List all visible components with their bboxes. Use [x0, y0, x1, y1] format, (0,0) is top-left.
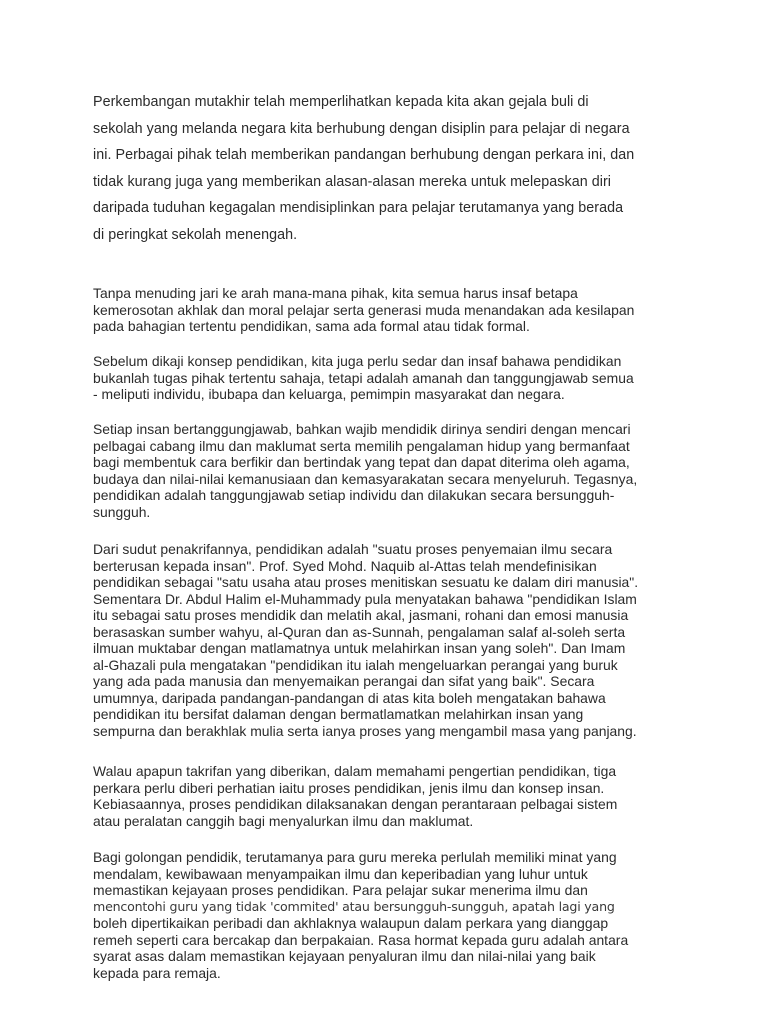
text-line: Kebiasaannya, proses pendidikan dilaksanakan dengan perantaraan pelbagai sistem	[93, 796, 618, 812]
text-line: pada bahagian tertentu pendidikan, sama ada formal atau tidak formal.	[93, 318, 530, 334]
intro-line: tidak kurang juga yang memberikan alasan-alasan mereka untuk melepaskan diri	[93, 173, 611, 190]
text-line: Sebelum dikaji konsep pendidikan, kita juga perlu sedar dan insaf bahawa pendidikan	[93, 353, 622, 369]
text-line: - meliputi individu, ibubapa dan keluarga, pemimpin masyarakat dan negara.	[93, 386, 565, 402]
paragraph-4	[93, 541, 693, 739]
text-line: al-Ghazali pula mengatakan "pendidikan itu ialah mengeluarkan perangai yang buruk	[93, 656, 618, 673]
text-line: Walau apapun takrifan yang diberikan, dalam memahami pengertian pendidikan, tiga	[93, 763, 617, 779]
text-line: syarat asas dalam memastikan kejayaan penyaluran ilmu dan nilai-nilai yang baik	[93, 948, 596, 964]
intro-line: daripada tuduhan kegagalan mendisiplinkan para pelajar terutamanya yang berada	[93, 200, 624, 216]
text-line: Sementara Dr. Abdul Halim el-Muhammady pula menyatakan bahawa "pendidikan Islam	[93, 590, 637, 607]
text-line: perkara perlu diberi perhatian iaitu proses pendidikan, jenis ilmu dan konsep insan.	[93, 779, 605, 796]
intro-line: ini. Perbagai pihak telah memberikan pandangan berhubung dengan perkara ini, dan	[93, 147, 635, 163]
paragraph-1	[93, 285, 693, 335]
paragraph-2	[93, 353, 693, 403]
intro-line: di peringkat sekolah menengah.	[93, 226, 298, 243]
intro-line: sekolah yang melanda negara kita berhubung dengan disiplin para pelajar di negara	[93, 120, 630, 137]
text-line: sungguh.	[93, 503, 151, 520]
intro-paragraph	[93, 89, 693, 248]
text-line: bagi membentuk cara berfikir dan bertindak yang tepat dan dapat diterima oleh agama,	[93, 454, 630, 470]
text-line: pendidikan sebagai "satu usaha atau proses menitiskan sesuatu ke dalam diri manusia".	[93, 574, 639, 590]
text-line: Bagi golongan pendidik, terutamanya para guru mereka perlulah memiliki minat yang	[93, 849, 617, 865]
text-line: yang ada pada manusia dan menyemaikan perangai dan sifat yang baik". Secara	[93, 673, 595, 689]
text-line: kemerosotan akhlak dan moral pelajar serta generasi muda menandakan ada kesilapan	[93, 301, 635, 318]
text-line: umumnya, daripada pandangan-pandangan di atas kita boleh mengatakan bahawa	[93, 689, 606, 706]
text-line: Setiap insan bertanggungjawab, bahkan wajib mendidik dirinya sendiri dengan mencari	[93, 421, 631, 437]
text-line: pendidikan adalah tanggungjawab setiap individu dan dilakukan secara bersungguh-	[93, 487, 615, 503]
text-line: bukanlah tugas pihak tertentu sahaja, tetapi adalah amanah dan tanggungjawab semua	[93, 369, 634, 386]
text-line: Dari sudut penakrifannya, pendidikan adalah "suatu proses penyemaian ilmu secara	[93, 541, 613, 557]
text-line: mendalam, kewibawaan menyampaikan ilmu dan keperibadian yang luhur untuk	[93, 865, 588, 882]
text-line: kepada para remaja.	[93, 964, 221, 981]
text-line: remeh seperti cara bercakap dan berpakaian. Rasa hormat kepada guru adalah antara	[93, 931, 629, 948]
text-line: pelbagai cabang ilmu dan maklumat serta memilih pengalaman hidup yang bermanfaat	[93, 437, 630, 454]
text-line: berterusan kepada insan". Prof. Syed Mohd. Naquib al-Attas telah mendefinisikan	[93, 557, 597, 574]
text-line: itu sebagai satu proses mendidik dan melatih akal, jasmani, rohani dan emosi manusia	[93, 607, 629, 623]
text-line: berasaskan sumber wahyu, al-Quran dan as-Sunnah, pengalaman salaf al-soleh serta	[93, 623, 626, 640]
text-line: pendidikan itu bersifat dalaman dengan bermatlamatkan melahirkan insan yang	[93, 706, 584, 722]
paragraph-6	[93, 849, 693, 981]
text-line: mencontohi guru yang tidak 'commited' atau bersungguh-sungguh, apatah lagi yang	[93, 898, 615, 914]
text-line: budaya dan nilai-nilai kemanusiaan dan kemasyarakatan secara menyeluruh. Tegasnya,	[93, 470, 638, 487]
paragraph-5	[93, 763, 693, 829]
paragraph-3	[93, 421, 693, 520]
text-line: memastikan kejayaan proses pendidikan. Para pelajar sukar menerima ilmu dan	[93, 882, 588, 898]
text-line: atau peralatan canggih bagi menyalurkan ilmu dan maklumat.	[93, 812, 474, 829]
text-line: ilmuan muktabar dengan matlamatnya untuk melahirkan insan yang soleh". Dan Imam	[93, 640, 626, 656]
text-line: sempurna dan berakhlak mulia serta ianya proses yang mengambil masa yang panjang.	[93, 722, 637, 739]
text-line: Tanpa menuding jari ke arah mana-mana pihak, kita semua harus insaf betapa	[93, 285, 578, 301]
text-line: boleh dipertikaikan peribadi dan akhlaknya walaupun dalam perkara yang dianggap	[93, 915, 609, 931]
intro-line: Perkembangan mutakhir telah memperlihatkan kepada kita akan gejala buli di	[93, 94, 589, 110]
